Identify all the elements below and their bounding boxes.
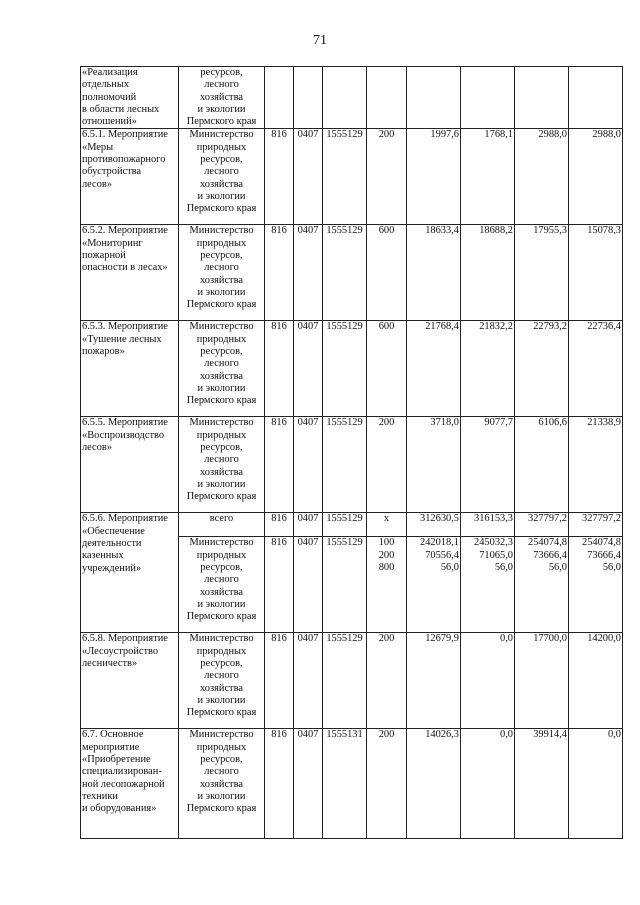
cell-line: лесов» [82, 442, 112, 454]
amount-y3-cell [515, 321, 569, 417]
amount-y3-cell [515, 513, 569, 537]
cell-line: 12679,9 [425, 633, 459, 645]
cell-line: специализирован- [82, 766, 162, 778]
cell-line: 73666,4 [587, 549, 621, 561]
table-row [81, 417, 623, 513]
table-row [81, 129, 623, 225]
cell-line: 200 [378, 417, 395, 429]
cell-line: ресурсов, [200, 442, 243, 454]
vr-cell [367, 417, 407, 513]
cell-line: природных [196, 333, 247, 345]
cell-line: ресурсов, [200, 346, 243, 358]
grbs-cell: 816 [265, 729, 294, 839]
cell-line: 9077,7 [484, 417, 513, 429]
csr-cell: 1555131 [323, 729, 367, 839]
cell-line: 22736,4 [587, 321, 621, 333]
amount-y3-cell [515, 225, 569, 321]
csr-cell: 1555129 [323, 321, 367, 417]
cell-line: и экологии [197, 190, 246, 202]
cell-line: ресурсов, [200, 562, 243, 574]
cell-line: 6.5.1. Мероприятие [82, 129, 168, 141]
cell-line: лесничеств» [82, 658, 138, 670]
grbs-cell: 816 [265, 129, 294, 225]
cell-line: природных [196, 549, 247, 561]
cell-line: мероприятие [82, 741, 140, 753]
cell-line: и экологии [197, 694, 246, 706]
amount-y2-cell [461, 321, 515, 417]
cell-line: 200 [378, 729, 395, 741]
cell-line: и экологии [197, 478, 246, 490]
amount-y4-cell [569, 225, 623, 321]
executor-cell [179, 537, 265, 633]
cell-line: 245032,3 [474, 537, 513, 549]
cell-line: Министерство [189, 633, 254, 645]
cell-line: Министерство [189, 129, 254, 141]
cell-line: 6.5.2. Мероприятие [82, 225, 168, 237]
vr-cell [367, 129, 407, 225]
amount-y2-cell [461, 129, 515, 225]
event-name-cell [81, 513, 179, 633]
budget-table [80, 66, 623, 839]
cell-line: 21832,2 [479, 321, 513, 333]
executor-cell [179, 633, 265, 729]
cell-line: лесного [204, 670, 239, 682]
vr-cell [367, 729, 407, 839]
cell-line: 18688,2 [479, 225, 513, 237]
cell-line: хозяйства [200, 586, 243, 598]
amount-y2-cell [461, 729, 515, 839]
table-row [81, 321, 623, 417]
event-name-cell [81, 225, 179, 321]
cell-line: 254074,8 [528, 537, 567, 549]
cell-line: 254074,8 [582, 537, 621, 549]
cell-line: ной лесопожарной [82, 778, 165, 790]
cell-line: ресурсов, [200, 67, 243, 78]
cell-line: лесного [204, 766, 239, 778]
rzpr-cell: 0407 [294, 417, 323, 513]
cell-line: 327797,2 [528, 513, 567, 525]
csr-cell: 1555129 [323, 417, 367, 513]
event-name-cell [81, 417, 179, 513]
vr-cell [367, 225, 407, 321]
cell-line: 600 [378, 321, 395, 333]
cell-line: Пермского края [186, 203, 257, 215]
cell-line: 21338,9 [587, 417, 621, 429]
cell-line: Пермского края [186, 491, 257, 503]
csr-cell: 1555129 [323, 129, 367, 225]
cell-line: Министерство [189, 321, 254, 333]
cell-line: хозяйства [200, 778, 243, 790]
csr-cell: 1555129 [323, 633, 367, 729]
cell-line: 600 [378, 225, 395, 237]
amount-y2-cell [461, 417, 515, 513]
amount-y3-cell [515, 417, 569, 513]
page-number: 71 [313, 33, 327, 48]
amount-y1-cell [407, 513, 461, 537]
amount-y4-cell [569, 537, 623, 633]
amount-y4-cell [569, 129, 623, 225]
amount-y1-cell [407, 225, 461, 321]
cell-line: всего [209, 513, 234, 525]
cell-line: лесного [204, 166, 239, 178]
cell-line: природных [196, 645, 247, 657]
amount-y3-cell [515, 633, 569, 729]
table-row [81, 513, 623, 537]
cell-line: 6.5.8. Мероприятие [82, 633, 168, 645]
cell-line: лесного [204, 262, 239, 274]
cell-line: 71065,0 [479, 549, 513, 561]
cell-line: 56,0 [440, 562, 459, 574]
cell-line: «Реализация [82, 67, 138, 78]
cell-line: отношений» [82, 116, 137, 128]
vr-cell [367, 513, 407, 537]
cell-line: 6.5.5. Мероприятие [82, 417, 168, 429]
cell-line: ресурсов, [200, 658, 243, 670]
cell-line: «Лесоустройство [82, 645, 159, 657]
cell-line: 18633,4 [425, 225, 459, 237]
amount-y4-cell [569, 729, 623, 839]
cell-line: и экологии [197, 382, 246, 394]
event-name-cell [81, 129, 179, 225]
cell-line: 6.7. Основное [82, 729, 144, 741]
cell-line: 242018,1 [420, 537, 459, 549]
cell-line: 17955,3 [533, 225, 567, 237]
grbs-cell: 816 [265, 513, 294, 537]
rzpr-cell: 0407 [294, 129, 323, 225]
cell-line: деятельности [82, 538, 142, 550]
cell-line: Пермского края [186, 299, 257, 311]
rzpr-cell: 0407 [294, 729, 323, 839]
cell-line: «Тушение лесных [82, 333, 162, 345]
cell-line: Министерство [189, 537, 254, 549]
cell-line: пожаров» [82, 346, 125, 358]
cell-line: 6106,6 [538, 417, 567, 429]
cell-line: 3718,0 [430, 417, 459, 429]
cell-line: 21768,4 [425, 321, 459, 333]
cell-line: 56,0 [602, 562, 621, 574]
cell-line: обустройства [82, 166, 142, 178]
cell-line: лесного [204, 79, 239, 91]
cell-line: Пермского края [186, 116, 257, 128]
cell-line: 200 [378, 633, 395, 645]
grbs-cell: 816 [265, 633, 294, 729]
cell-line: «Воспроизводство [82, 429, 165, 441]
cell-line: Пермского края [186, 707, 257, 719]
cell-line: х [383, 513, 390, 525]
cell-line: хозяйства [200, 178, 243, 190]
cell-line: лесного [204, 574, 239, 586]
cell-line: 100 [378, 537, 395, 549]
vr-cell [367, 321, 407, 417]
cell-line: лесного [204, 358, 239, 370]
cell-line: 56,0 [548, 562, 567, 574]
cell-line: противопожарного [82, 154, 166, 166]
amount-y4-cell [569, 633, 623, 729]
executor-cell [179, 129, 265, 225]
cell-line: 800 [378, 562, 395, 574]
cell-line: Пермского края [186, 803, 257, 815]
cell-line: 327797,2 [582, 513, 621, 525]
csr-cell: 1555129 [323, 513, 367, 537]
amount-y4-cell [569, 513, 623, 537]
amount-y3-cell [515, 129, 569, 225]
cell-line: и экологии [197, 790, 246, 802]
rzpr-cell: 0407 [294, 537, 323, 633]
grbs-cell: 816 [265, 417, 294, 513]
cell-line: опасности в лесах» [82, 262, 168, 274]
executor-cell [179, 67, 265, 129]
cell-line: «Меры [82, 141, 114, 153]
cell-line: лесов» [82, 178, 112, 190]
cell-line: природных [196, 141, 247, 153]
event-name-cell [81, 67, 179, 129]
amount-y2-cell [461, 633, 515, 729]
cell-line: хозяйства [200, 682, 243, 694]
cell-line: 316153,3 [474, 513, 513, 525]
cell-line: в области лесных [82, 103, 160, 115]
vr-cell [367, 633, 407, 729]
cell-line: Пермского края [186, 611, 257, 623]
amount-y1-cell [407, 67, 461, 129]
amount-y4-cell [569, 67, 623, 129]
cell-line: 56,0 [494, 562, 513, 574]
grbs-cell: 816 [265, 321, 294, 417]
cell-line: 200 [378, 549, 395, 561]
cell-line: «Обеспечение [82, 525, 145, 537]
cell-line: хозяйства [200, 370, 243, 382]
cell-line: 200 [378, 129, 395, 141]
cell-line: 14200,0 [587, 633, 621, 645]
amount-y1-cell [407, 129, 461, 225]
rzpr-cell [294, 67, 323, 129]
cell-line: Министерство [189, 417, 254, 429]
amount-y3-cell [515, 729, 569, 839]
cell-line: 2988,0 [538, 129, 567, 141]
executor-cell [179, 321, 265, 417]
cell-line: 6.5.6. Мероприятие [82, 513, 168, 525]
cell-line: полномочий [82, 91, 137, 103]
event-name-cell [81, 729, 179, 839]
cell-line: ресурсов, [200, 154, 243, 166]
cell-line: 0,0 [608, 729, 621, 741]
amount-y3-cell [515, 67, 569, 129]
cell-line: и экологии [197, 103, 246, 115]
cell-line: 17700,0 [533, 633, 567, 645]
csr-cell: 1555129 [323, 225, 367, 321]
amount-y4-cell [569, 417, 623, 513]
cell-line: отдельных [82, 79, 130, 91]
amount-y1-cell [407, 417, 461, 513]
cell-line: «Мониторинг [82, 237, 143, 249]
executor-cell [179, 513, 265, 537]
event-name-cell [81, 321, 179, 417]
cell-line: 2988,0 [592, 129, 621, 141]
grbs-cell: 816 [265, 537, 294, 633]
amount-y1-cell [407, 633, 461, 729]
cell-line: лесного [204, 454, 239, 466]
cell-line: хозяйства [200, 274, 243, 286]
executor-cell [179, 417, 265, 513]
rzpr-cell: 0407 [294, 633, 323, 729]
cell-line: хозяйства [200, 466, 243, 478]
csr-cell [323, 67, 367, 129]
table-row [81, 67, 623, 129]
cell-line: техники [82, 790, 118, 802]
grbs-cell [265, 67, 294, 129]
cell-line: 1768,1 [484, 129, 513, 141]
vr-cell [367, 67, 407, 129]
cell-line: 0,0 [500, 633, 513, 645]
cell-line: казенных [82, 550, 124, 562]
cell-line: природных [196, 741, 247, 753]
table-row [81, 633, 623, 729]
cell-line: ресурсов, [200, 250, 243, 262]
cell-line: 6.5.3. Мероприятие [82, 321, 168, 333]
amount-y1-cell [407, 537, 461, 633]
executor-cell [179, 225, 265, 321]
cell-line: 312630,5 [420, 513, 459, 525]
rzpr-cell: 0407 [294, 321, 323, 417]
cell-line: Министерство [189, 729, 254, 741]
cell-line: 73666,4 [533, 549, 567, 561]
cell-line: учреждений» [82, 562, 142, 574]
grbs-cell: 816 [265, 225, 294, 321]
table-body [81, 67, 623, 839]
event-name-cell [81, 633, 179, 729]
amount-y1-cell [407, 729, 461, 839]
cell-line: хозяйства [200, 91, 243, 103]
amount-y4-cell [569, 321, 623, 417]
cell-line: и оборудования» [82, 803, 157, 815]
amount-y2-cell [461, 67, 515, 129]
table-row [81, 729, 623, 839]
cell-line: 15078,3 [587, 225, 621, 237]
cell-line: 70556,4 [425, 549, 459, 561]
amount-y2-cell [461, 225, 515, 321]
cell-line: Пермского края [186, 395, 257, 407]
cell-line: Министерство [189, 225, 254, 237]
cell-line: природных [196, 429, 247, 441]
amount-y2-cell [461, 537, 515, 633]
rzpr-cell: 0407 [294, 513, 323, 537]
cell-line: и экологии [197, 598, 246, 610]
amount-y3-cell [515, 537, 569, 633]
amount-y2-cell [461, 513, 515, 537]
table-row [81, 225, 623, 321]
cell-line: 0,0 [500, 729, 513, 741]
amount-y1-cell [407, 321, 461, 417]
cell-line: и экологии [197, 286, 246, 298]
vr-cell [367, 537, 407, 633]
cell-line: «Приобретение [82, 754, 151, 766]
cell-line: 1997,6 [430, 129, 459, 141]
cell-line: 22793,2 [533, 321, 567, 333]
rzpr-cell: 0407 [294, 225, 323, 321]
cell-line: 14026,3 [425, 729, 459, 741]
cell-line: ресурсов, [200, 754, 243, 766]
cell-line: пожарной [82, 250, 126, 262]
cell-line: 39914,4 [533, 729, 567, 741]
csr-cell: 1555129 [323, 537, 367, 633]
cell-line: природных [196, 237, 247, 249]
executor-cell [179, 729, 265, 839]
